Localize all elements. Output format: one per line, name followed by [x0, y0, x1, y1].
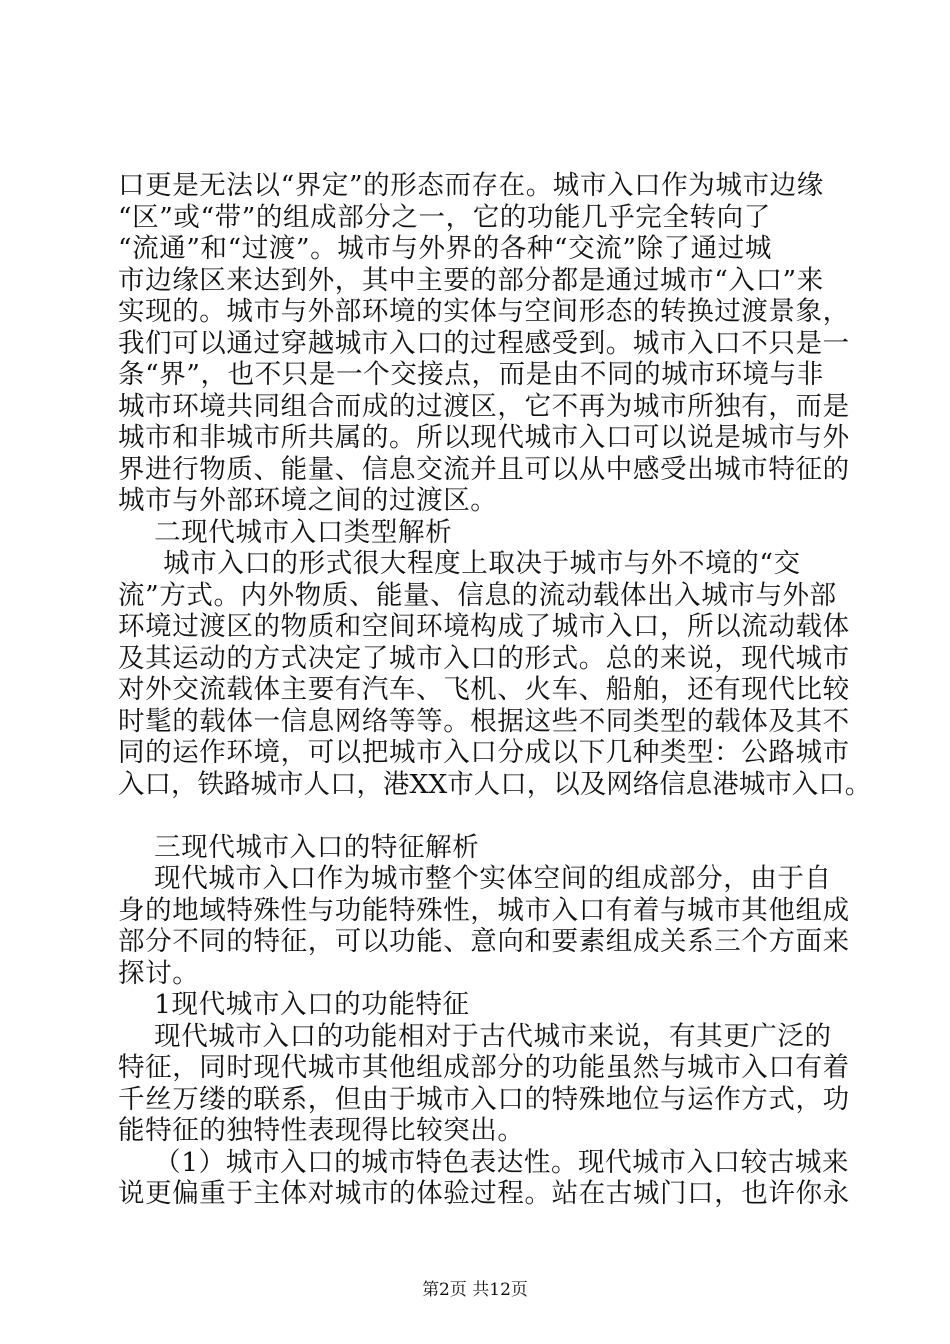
subsection-heading: 1现代城市入口的功能特征: [118, 989, 470, 1020]
section-heading: 二现代城市入口类型解析: [118, 516, 453, 548]
text-line: 环境过渡区的物质和空间环境构成了城市入口，所以流动载体: [118, 611, 850, 642]
text-line: 千丝万缕的联系，但由于城市入口的特殊地位与运作方式，功: [118, 1083, 850, 1115]
text-line: 城市和非城市所共属的。所以现代城市入口可以说是城市与外: [118, 422, 850, 453]
text-line: 及其运动的方式决定了城市入口的形式。总的来说，现代城市: [118, 642, 850, 674]
text-line: 入口，铁路城市人口，港XX市人口，以及网络信息港城市入口。: [118, 768, 872, 800]
text-line: “区”或“带”的组成部分之一，它的功能几乎完全转向了: [118, 201, 771, 233]
text-line: 同的运作环境，可以把城市入口分成以下几种类型：公路城市: [118, 737, 850, 768]
text-line: 身的地域特殊性与功能特殊性，城市入口有着与城市其他组成: [118, 894, 850, 926]
text-line: 市边缘区来达到外，其中主要的部分都是通过城市“入口”来: [118, 264, 824, 296]
body-text: [118, 170, 872, 1210]
text-line: 探讨。: [118, 957, 200, 989]
text-line: 时髦的载体一信息网络等等。根据这些不同类型的载体及其不: [118, 705, 850, 737]
text-line: 口更是无法以“界定”的形态而存在。城市入口作为城市边缘: [118, 170, 824, 201]
text-line: 说更偏重于主体对城市的体验过程。站在古城门口，也许你永: [118, 1178, 850, 1209]
text-line: 城市环境共同组合而成的过渡区，它不再为城市所独有，而是: [118, 390, 850, 422]
text-line: 界进行物质、能量、信息交流并且可以从中感受出城市特征的: [118, 453, 850, 485]
text-line: 流”方式。内外物质、能量、信息的流动载体出入城市与外部: [118, 579, 837, 611]
text-line: 现代城市入口作为城市整个实体空间的组成部分，由于自: [118, 863, 832, 894]
section-heading: 三现代城市入口的特征解析: [118, 831, 480, 863]
text-line: 实现的。城市与外部环境的实体与空间形态的转换过渡景象，: [118, 296, 850, 327]
text-line: 城市入口的形式很大程度上取决于城市与外不境的“交: [118, 548, 801, 579]
text-line: 对外交流载体主要有汽车、飞机、火车、船舶，还有现代比较: [118, 674, 850, 705]
text-line: 我们可以通过穿越城市入口的过程感受到。城市入口不只是一: [118, 327, 850, 359]
text-line: 现代城市入口的功能相对于古代城市来说，有其更广泛的: [118, 1020, 832, 1052]
page-number-footer: 第2页 共12页: [422, 1280, 528, 1300]
text-line: 城市与外部环境之间的过渡区。: [118, 485, 498, 516]
text-line: （1）城市入口的城市特色表达性。现代城市入口较古城来: [118, 1146, 850, 1178]
text-line: “流通”和“过渡”。城市与外界的各种“交流”除了通过城: [118, 233, 772, 264]
text-line: 部分不同的特征，可以功能、意向和要素组成关系三个方面来: [118, 926, 850, 957]
blank-line: [118, 800, 838, 832]
text-line: 条“界”，也不只是一个交接点，而是由不同的城市环境与非: [118, 359, 824, 390]
text-line: 能特征的独特性表现得比较突出。: [118, 1115, 525, 1146]
text-line: 特征，同时现代城市其他组成部分的功能虽然与城市入口有着: [118, 1052, 850, 1083]
